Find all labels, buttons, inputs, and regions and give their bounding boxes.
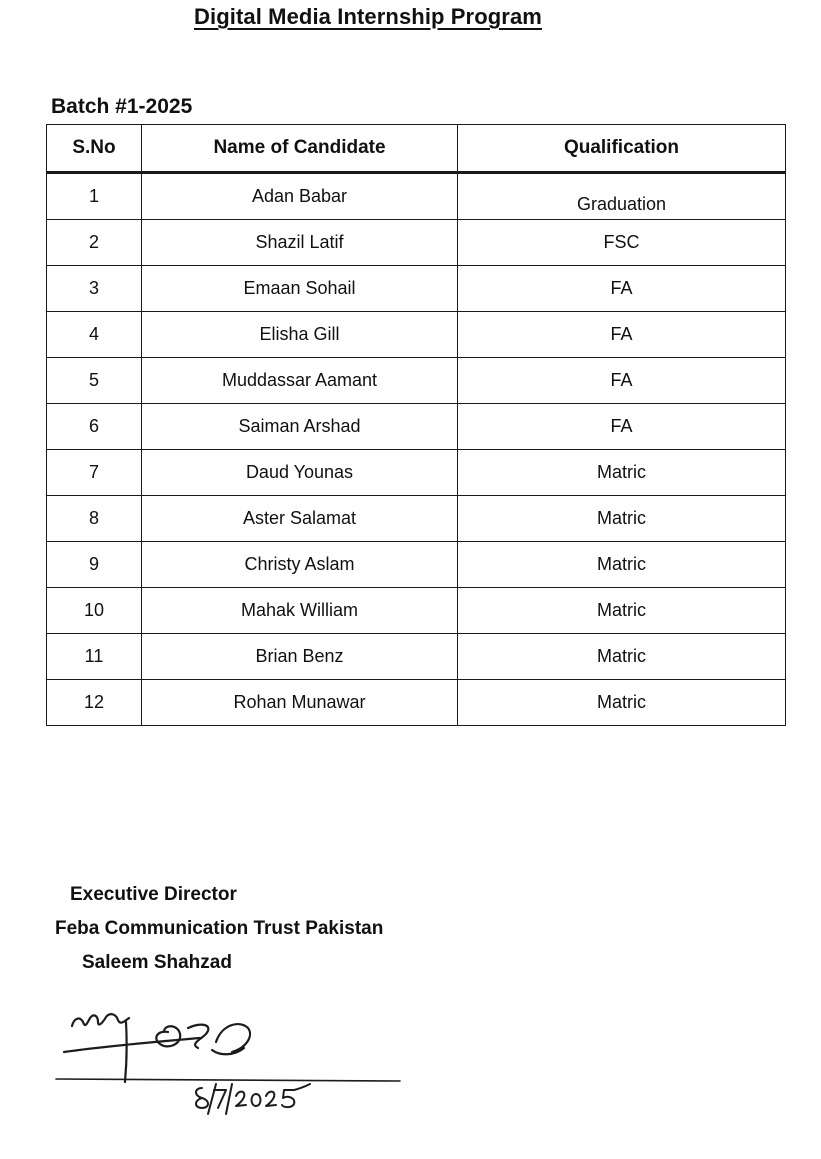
cell-sno: 12: [47, 680, 142, 726]
cell-qualification: Matric: [458, 588, 786, 634]
cell-sno: 7: [47, 450, 142, 496]
cell-sno: 1: [47, 173, 142, 220]
header-name: Name of Candidate: [142, 125, 458, 173]
signatory-name: Saleem Shahzad: [82, 952, 232, 973]
signature-tail-stroke: [188, 1025, 208, 1048]
date-digit-five: [282, 1090, 294, 1107]
cell-name: Daud Younas: [142, 450, 458, 496]
cell-sno: 10: [47, 588, 142, 634]
cell-name: Christy Aslam: [142, 542, 458, 588]
candidates-table: [46, 124, 786, 726]
cell-name: Shazil Latif: [142, 220, 458, 266]
cell-sno: 4: [47, 312, 142, 358]
signature-line: [56, 1079, 400, 1081]
cell-name: Elisha Gill: [142, 312, 458, 358]
table-row: [47, 220, 786, 266]
table-row: [47, 266, 786, 312]
cell-name: Mahak William: [142, 588, 458, 634]
cell-sno: 8: [47, 496, 142, 542]
cell-name: Rohan Munawar: [142, 680, 458, 726]
page-title: Digital Media Internship Program: [194, 4, 542, 29]
cell-qualification: Matric: [458, 680, 786, 726]
cell-sno: 3: [47, 266, 142, 312]
header-sno: S.No: [47, 125, 142, 173]
cell-name: Emaan Sohail: [142, 266, 458, 312]
signature-flourish-stroke: [156, 1026, 180, 1046]
cell-sno: 11: [47, 634, 142, 680]
table-row: [47, 358, 786, 404]
cell-name: Muddassar Aamant: [142, 358, 458, 404]
table-row: [47, 542, 786, 588]
date-digit-two-b: [266, 1092, 276, 1106]
table-row: [47, 312, 786, 358]
table-row: [47, 450, 786, 496]
cell-sno: 5: [47, 358, 142, 404]
cell-qualification: Matric: [458, 450, 786, 496]
signatory-organization: Feba Communication Trust Pakistan: [55, 918, 384, 939]
table-row: [47, 404, 786, 450]
cell-qualification: FA: [458, 266, 786, 312]
cell-name: Adan Babar: [142, 173, 458, 220]
cell-qualification: Matric: [458, 496, 786, 542]
date-slash-one: [208, 1084, 216, 1114]
cell-sno: 9: [47, 542, 142, 588]
batch-label: Batch #1-2025: [51, 95, 193, 118]
date-slash-two: [226, 1084, 232, 1114]
handwritten-date: [196, 1084, 310, 1114]
cell-name: Aster Salamat: [142, 496, 458, 542]
table-row: [47, 588, 786, 634]
signature-loops-stroke: [72, 1014, 129, 1026]
table-row: [47, 496, 786, 542]
signatory-designation: Executive Director: [70, 884, 237, 905]
cell-qualification: FA: [458, 358, 786, 404]
cell-qualification: FSC: [458, 220, 786, 266]
handwritten-signature: [50, 1002, 410, 1132]
date-digit-two-a: [236, 1092, 246, 1106]
date-digit-eight: [196, 1088, 208, 1108]
table-row: [47, 680, 786, 726]
signature-vertical-stroke: [125, 1022, 127, 1082]
date-digit-zero: [252, 1094, 261, 1106]
cell-qualification: Matric: [458, 542, 786, 588]
cell-qualification: FA: [458, 404, 786, 450]
date-tail: [294, 1084, 310, 1090]
cell-sno: 2: [47, 220, 142, 266]
date-digit-seven: [214, 1090, 226, 1108]
cell-name: Brian Benz: [142, 634, 458, 680]
signature-drawing: [50, 1002, 410, 1132]
cell-qualification-text: Graduation: [576, 194, 667, 214]
table-row: [47, 634, 786, 680]
cell-qualification: Matric: [458, 634, 786, 680]
cell-name: Saiman Arshad: [142, 404, 458, 450]
table-row: [47, 173, 786, 220]
cell-sno: 6: [47, 404, 142, 450]
cell-qualification: FA: [458, 312, 786, 358]
header-qualification: Qualification: [458, 125, 786, 173]
table-header-row: [47, 125, 786, 173]
cell-qualification: [458, 173, 786, 220]
